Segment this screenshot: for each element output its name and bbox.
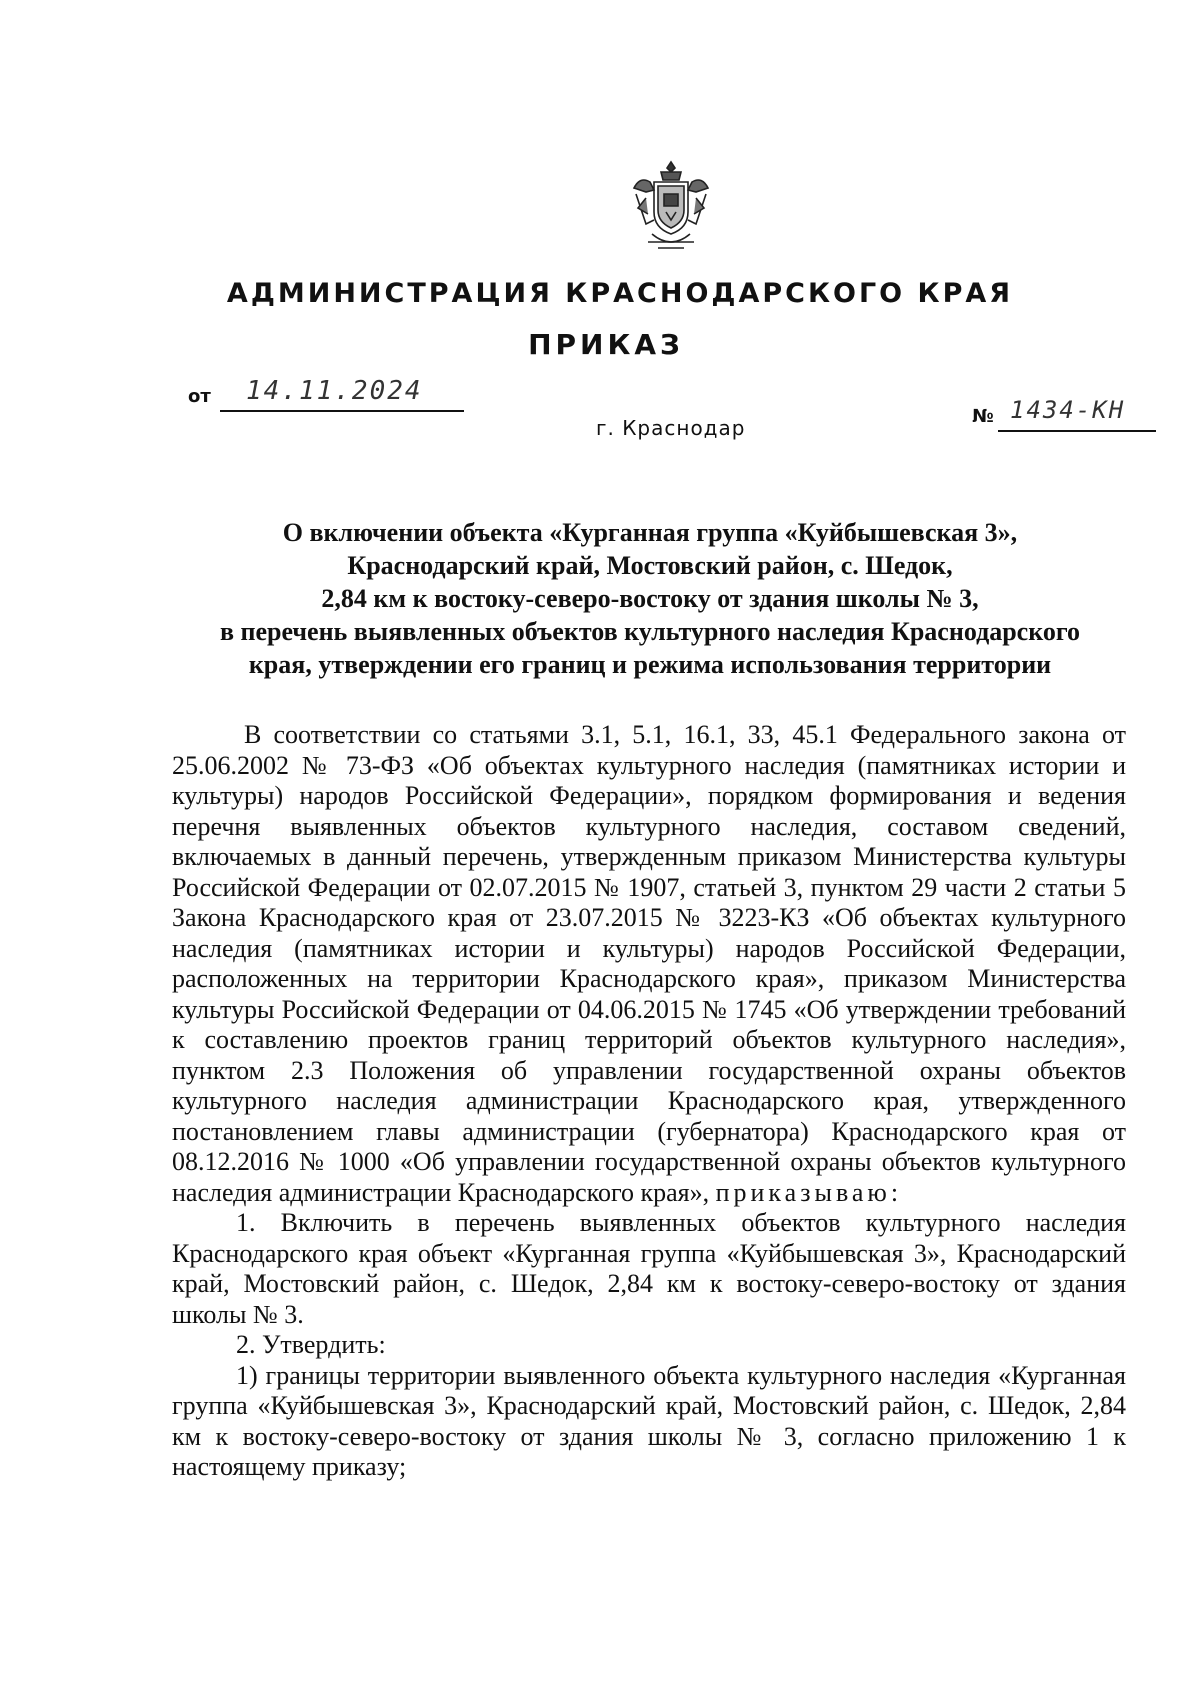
preamble-text: В соответствии со статьями 3.1, 5.1, 16.1, 33, 45.1 Федерального закона от 25.06.2002 № 73-ФЗ «Об объектах культурного наследия (памятниках истории и культуры) народов Российской Федерации», порядком формирования и ведения перечня выявленных объектов культурного наследия, составом сведений, включаемых в данный перечень, утвержденным приказом Министерства культуры Российской Федерации от 02.07.2015 № 1907, статьей 3, пунктом 29 части 2 статьи 5 Закона Краснодарского края от 23.07.2015 № 3223-КЗ «Об объектах культурного наследия (памятниках истории и культуры) народов Российской Федерации, расположенных на территории Краснодарского края», приказом Министерства культуры Российской Федерации от 04.06.2015 № 1745 «Об утверждении требований к составлению проектов границ территорий объектов культурного наследия», пунктом 2.3 Положения об управлении государственной охраны объектов культурного наследия администрации Краснодарского края, утвержденного постановлением главы администрации (губернатора) Краснодарского края от 08.12.2016 № 1000 «Об управлении государственной охраны объектов культурного наследия администрации Краснодарского края», — [172, 720, 1126, 1207]
number-field — [972, 396, 1162, 440]
document-title — [160, 516, 1140, 681]
title-line: О включении объекта «Курганная группа «Куйбышевская 3», — [282, 518, 1018, 547]
order-word: приказываю: — [715, 1177, 903, 1207]
organization-name: АДМИНИСТРАЦИЯ КРАСНОДАРСКОГО КРАЯ — [226, 278, 1014, 309]
title-line: Краснодарский край, Мостовский район, с. Шедок, — [347, 551, 953, 580]
number-prefix: № — [972, 406, 994, 427]
item-1: 1. Включить в перечень выявленных объектов культурного наследия Краснодарского края объект «Курганная группа «Куйбышевская 3», Краснодарский край, Мостовский район, с. Шедок, 2,84 км к востоку-северо-востоку от здания школы № 3. — [172, 1208, 1126, 1329]
document-body — [172, 720, 1126, 1483]
date-underline — [220, 410, 464, 412]
item-2-1: 1) границы территории выявленного объекта культурного наследия «Курганная группа «Куйбышевская 3», Краснодарский край, Мостовский район, с. Шедок, 2,84 км к востоку-северо-востоку от здания школы № 3, согласно приложению 1 к настоящему приказу; — [172, 1360, 1126, 1481]
number-value: 1434-КН — [1010, 396, 1126, 424]
title-line: края, утверждении его границ и режима использования территории — [248, 650, 1052, 679]
date-field — [188, 376, 468, 420]
city: г. Краснодар — [596, 416, 746, 440]
coat-of-arms-icon — [628, 158, 714, 254]
preamble-paragraph — [172, 720, 1126, 1208]
document-type: ПРИКАЗ — [528, 328, 684, 361]
title-line: в перечень выявленных объектов культурного наследия Краснодарского — [219, 617, 1081, 646]
title-line: 2,84 км к востоку-северо-востоку от здания школы № 3, — [321, 584, 979, 613]
date-prefix: от — [188, 386, 211, 407]
number-underline — [998, 430, 1156, 432]
item-2: 2. Утвердить: — [236, 1330, 386, 1359]
date-value: 14.11.2024 — [246, 376, 423, 406]
